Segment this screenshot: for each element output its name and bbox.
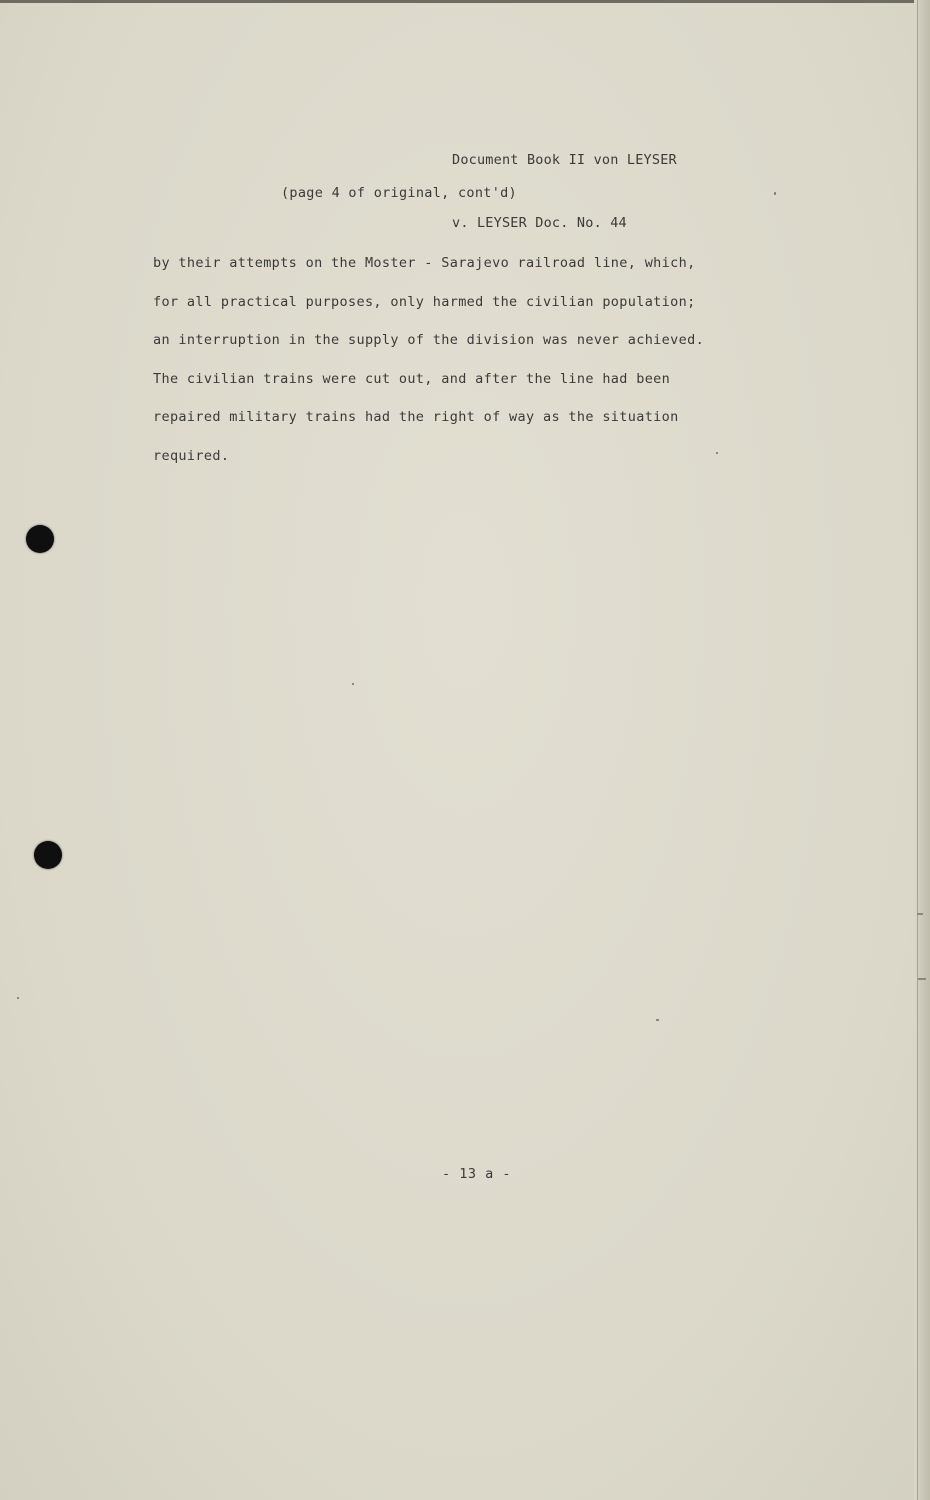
header-line-1: Document Book II von LEYSER xyxy=(452,152,677,168)
paper-speck xyxy=(656,1019,659,1021)
page-subheading: (page 4 of original, cont'd) xyxy=(281,185,517,201)
body-line-1: by their attempts on the Moster - Sarajevo railroad line, which, xyxy=(153,255,696,271)
punch-hole-top xyxy=(26,525,54,553)
body-line-6: required. xyxy=(153,447,230,464)
punch-hole-bottom xyxy=(34,841,62,869)
paper-speck xyxy=(17,997,19,999)
body-line-4: The civilian trains were cut out, and after the line had been xyxy=(153,370,671,387)
body-line-3: an interruption in the supply of the division was never achieved. xyxy=(153,332,705,349)
page-number: - 13 a - xyxy=(442,1166,512,1182)
paper-speck xyxy=(917,913,923,915)
paper-speck xyxy=(918,978,926,980)
paper-speck xyxy=(716,452,718,454)
body-line-2: for all practical purposes, only harmed the civilian population; xyxy=(153,293,696,310)
page-top-edge xyxy=(0,0,930,3)
body-text xyxy=(153,244,793,476)
header-line-2: v. LEYSER Doc. No. 44 xyxy=(452,215,627,231)
page-right-edge-line xyxy=(917,0,918,1500)
body-line-5: repaired military trains had the right of way as the situation xyxy=(153,409,679,426)
paper-speck xyxy=(352,683,354,685)
paper-speck xyxy=(774,192,776,195)
